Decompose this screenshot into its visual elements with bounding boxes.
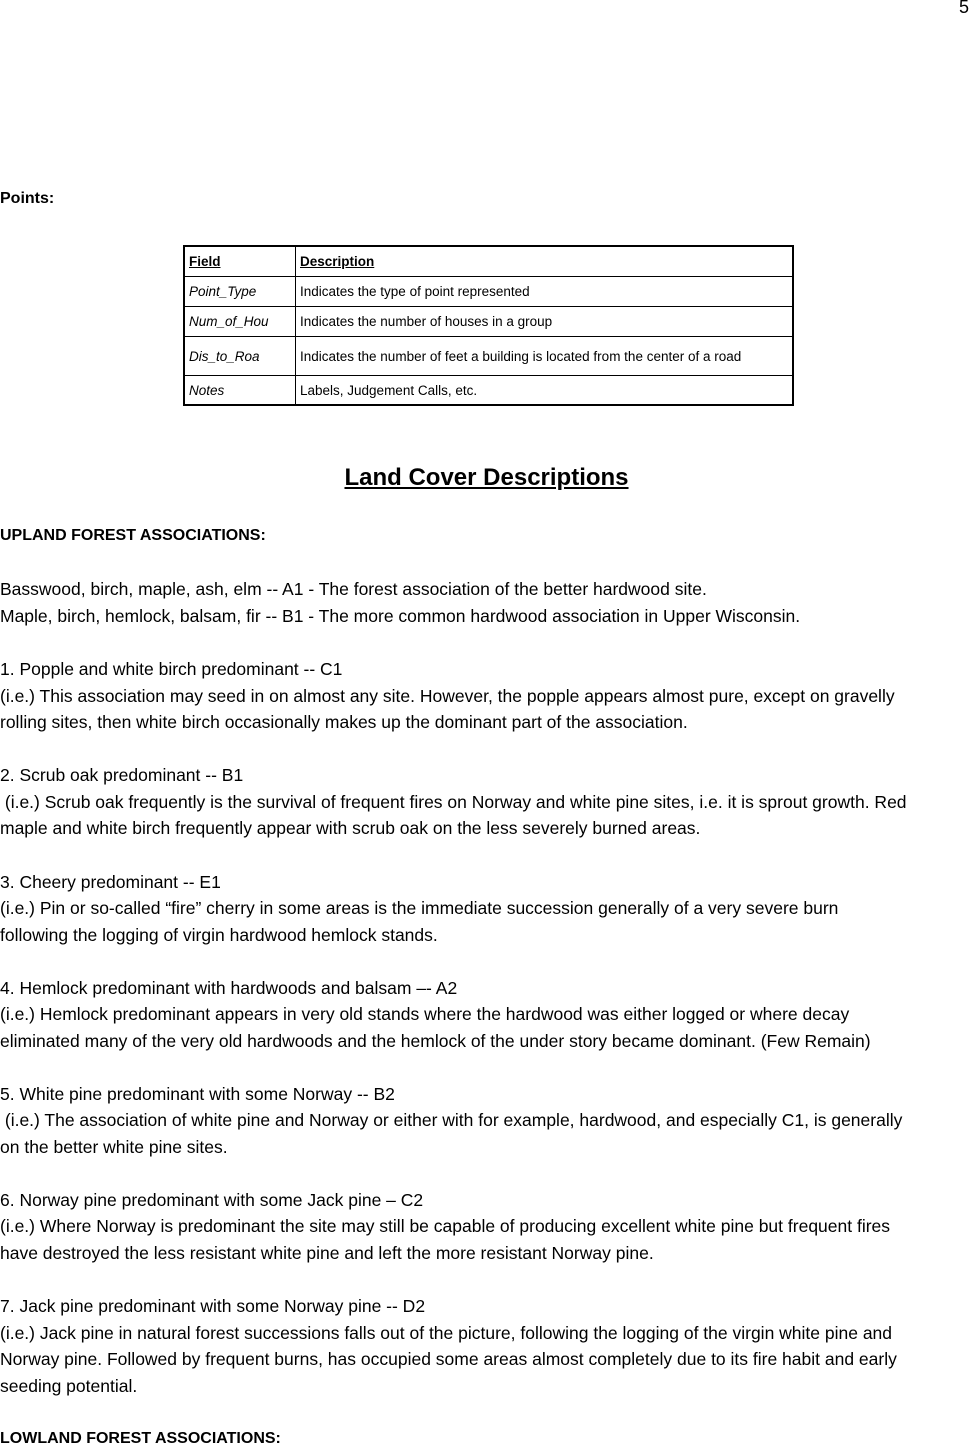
table-header-row (184, 246, 793, 277)
item-text-line: eliminated many of the very old hardwoods and the hemlock of the under story became dominant. (Few Remain) (0, 1031, 871, 1051)
header-description: Description (296, 246, 794, 277)
item-heading: 6. Norway pine predominant with some Jack pine – C2 (0, 1190, 424, 1210)
item-heading: 5. White pine predominant with some Norway -- B2 (0, 1084, 395, 1104)
field-name: Num_of_Hou (184, 307, 296, 337)
item-text-line: have destroyed the less resistant white pine and left the more resistant Norway pine. (0, 1243, 654, 1263)
item-text-line: (i.e.) Where Norway is predominant the site may still be capable of producing excellent white pine but frequent fires (0, 1216, 891, 1236)
item-text-line: (i.e.) Jack pine in natural forest successions falls out of the picture, following the logging of the virgin white pine and (0, 1323, 893, 1343)
field-description: Labels, Judgement Calls, etc. (296, 376, 794, 406)
item-text-line: on the better white pine sites. (0, 1137, 228, 1157)
item-text-line: (i.e.) Pin or so-called “fire” cherry in some areas is the immediate succession generally of a very severe burn (0, 898, 839, 918)
page-number: 5 (958, 0, 969, 17)
table-row (184, 337, 793, 376)
upland-heading: UPLAND FOREST ASSOCIATIONS: (0, 527, 266, 544)
field-name: Notes (184, 376, 296, 406)
table-row (184, 307, 793, 337)
lowland-heading: LOWLAND FOREST ASSOCIATIONS: (0, 1430, 281, 1447)
table-row (184, 277, 793, 307)
header-field: Field (184, 246, 296, 277)
item-text-line: (i.e.) Scrub oak frequently is the survival of frequent fires on Norway and white pine sites, i.e. it is sprout growth. Red (0, 792, 907, 812)
item-text-line: rolling sites, then white birch occasionally makes up the dominant part of the association. (0, 712, 688, 732)
field-name: Point_Type (184, 277, 296, 307)
item-text-line: (i.e.) The association of white pine and Norway or either with for example, hardwood, and especially C1, is generally (0, 1110, 903, 1130)
table-row (184, 376, 793, 406)
intro-line: Maple, birch, hemlock, balsam, fir -- B1 - The more common hardwood association in Upper Wisconsin. (0, 606, 801, 626)
fields-table (183, 245, 794, 406)
document-title: Land Cover Descriptions (344, 464, 629, 491)
field-name: Dis_to_Roa (184, 337, 296, 376)
item-text-line: Norway pine. Followed by frequent burns, has occupied some areas almost completely due to its fire habit and early (0, 1349, 897, 1369)
item-heading: 4. Hemlock predominant with hardwoods and balsam –- A2 (0, 978, 458, 998)
item-text-line: following the logging of virgin hardwood hemlock stands. (0, 925, 438, 945)
field-description: Indicates the number of feet a building is located from the center of a road (296, 337, 794, 376)
item-text-line: (i.e.) This association may seed in on almost any site. However, the popple appears almost pure, except on gravelly (0, 686, 895, 706)
item-heading: 3. Cheery predominant -- E1 (0, 872, 221, 892)
field-description: Indicates the type of point represented (296, 277, 794, 307)
item-heading: 7. Jack pine predominant with some Norway pine -- D2 (0, 1296, 426, 1316)
points-heading: Points: (0, 190, 55, 207)
item-text-line: seeding potential. (0, 1376, 138, 1396)
intro-line: Basswood, birch, maple, ash, elm -- A1 - The forest association of the better hardwood site. (0, 579, 707, 599)
item-text-line: (i.e.) Hemlock predominant appears in very old stands where the hardwood was either logged or where decay (0, 1004, 850, 1024)
item-text-line: maple and white birch frequently appear with scrub oak on the less severely burned areas. (0, 818, 701, 838)
item-heading: 1. Popple and white birch predominant -- C1 (0, 659, 343, 679)
field-description: Indicates the number of houses in a group (296, 307, 794, 337)
item-heading: 2. Scrub oak predominant -- B1 (0, 765, 244, 785)
